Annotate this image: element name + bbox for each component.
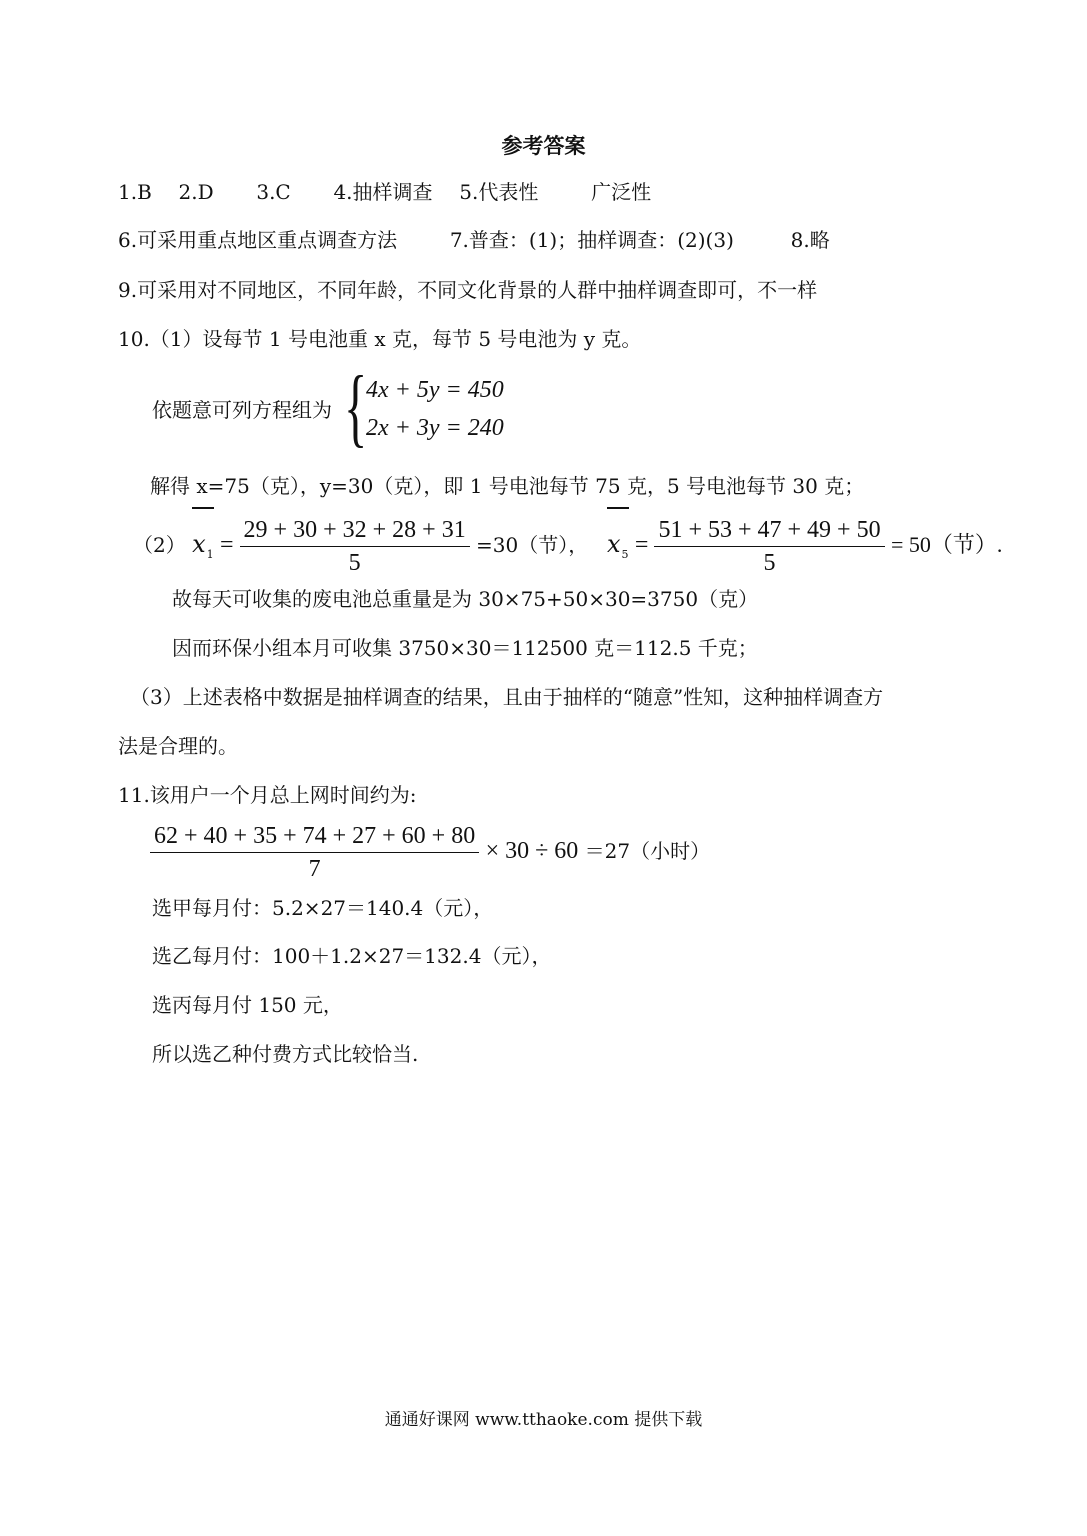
answer-1: 1.B (118, 180, 152, 204)
average-formulas (133, 509, 1002, 579)
q11-intro: 11.该用户一个月总上网时间约为: (118, 783, 417, 807)
time-denominator: 7 (308, 856, 321, 882)
x1-bar: $x_1$ (192, 509, 214, 584)
time-fraction (150, 820, 479, 885)
answer-2: 2.D (178, 180, 214, 204)
option-yi: 选乙每月付：100＋1.2×27＝132.4（元）， (152, 944, 552, 968)
answer-5: 5.代表性 (459, 180, 539, 204)
time-numerator: 62 + 40 + 35 + 74 + 27 + 60 + 80 (150, 820, 479, 853)
x1-result: =30（节）， (476, 533, 589, 557)
equation-2: 2x + 3y = 240 (366, 415, 504, 441)
system-intro: 依题意可列方程组为 (152, 398, 332, 422)
footer-source: 通通好课网 www.tthaoke.com 提供下载 (384, 1410, 703, 1430)
equation-1: 4x + 5y = 450 (366, 377, 504, 403)
x1-numerator: 29 + 30 + 32 + 28 + 31 (240, 514, 470, 547)
part3-line1: （3）上述表格中数据是抽样调查的结果，且由于抽样的“随意”性知，这种抽样调查方 (130, 685, 884, 709)
answers-1-5 (118, 178, 651, 206)
equals-sign: = (634, 532, 655, 558)
equals-sign: = (220, 532, 240, 558)
part3-line2: 法是合理的。 (118, 734, 238, 758)
x1-denominator: 5 (348, 550, 361, 576)
page-title: 参考答案 (501, 133, 586, 158)
answer-5b: 广泛性 (591, 180, 652, 204)
weight-line: 故每天可收集的废电池总重量是为 30×75+50×30=3750（克） (172, 587, 759, 611)
part2-label: （2） (133, 533, 186, 557)
q10-solution: 解得 x=75（克），y=30（克），即 1 号电池每节 75 克，5 号电池每节 30 克； (150, 474, 865, 498)
answer-4: 4.抽样调查 (333, 180, 433, 204)
x5-numerator: 51 + 53 + 47 + 49 + 50 (654, 514, 884, 547)
answer-7: 7.普查：(1)；抽样调查：(2)(3) (449, 228, 734, 252)
time-result: ＝27（小时） (584, 839, 711, 863)
month-line: 因而环保小组本月可收集 3750×30＝112500 克＝112.5 千克； (172, 636, 758, 660)
answer-8: 8.略 (790, 228, 830, 252)
q11-formula (150, 816, 710, 886)
answers-6-8 (118, 226, 830, 254)
left-brace-icon: { (344, 359, 368, 456)
answer-3: 3.C (256, 180, 291, 204)
x5-denominator: 5 (763, 550, 776, 576)
answer-9: 9.可采用对不同地区，不同年龄，不同文化背景的人群中抽样调查即可，不一样 (118, 278, 818, 302)
answer-6: 6.可采用重点地区重点调查方法 (118, 228, 398, 252)
time-operations: × 30 ÷ 60 (485, 838, 579, 864)
x5-bar: $x_5$ (607, 509, 629, 584)
x5-fraction (654, 514, 884, 579)
x1-fraction (240, 514, 470, 579)
conclusion: 所以选乙种付费方式比较恰当. (152, 1042, 419, 1066)
option-jia: 选甲每月付：5.2×27＝140.4（元）， (152, 896, 494, 920)
x5-result: = 50（节）. (890, 532, 1003, 557)
q10-part1: 10.（1）设每节 1 号电池重 x 克，每节 5 号电池为 y 克。 (118, 327, 642, 351)
option-bing: 选丙每月付 150 元， (152, 993, 343, 1017)
